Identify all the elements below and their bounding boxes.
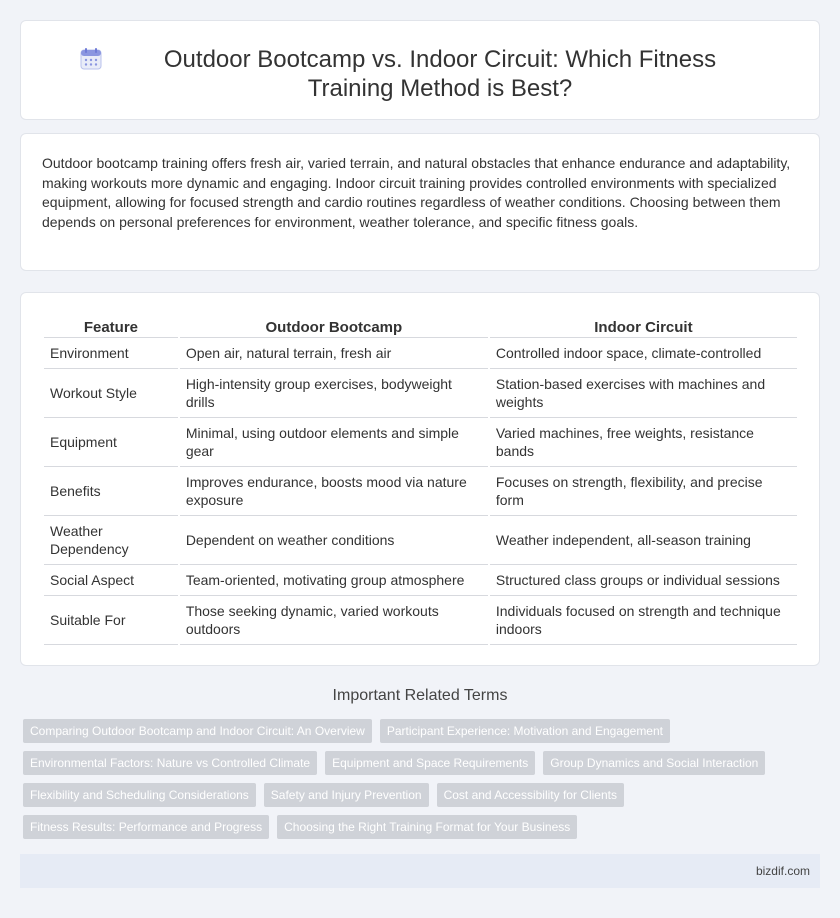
term-tag[interactable]: Comparing Outdoor Bootcamp and Indoor Circuit: An Overview [23,719,372,743]
terms-row [23,751,823,783]
feature-cell: Environment [44,338,178,369]
table-row [44,418,797,467]
term-tag[interactable]: Environmental Factors: Nature vs Controlled Climate [23,751,317,775]
outdoor-cell: Minimal, using outdoor elements and simple gear [180,418,488,467]
feature-cell: Suitable For [44,596,178,645]
terms-row [23,719,823,751]
outdoor-cell: Improves endurance, boosts mood via nature exposure [180,467,488,516]
column-header-indoor-circuit: Indoor Circuit [490,315,797,338]
outdoor-cell: Team-oriented, motivating group atmosphere [180,565,488,596]
comparison-table-card [20,292,820,666]
feature-cell: Weather Dependency [44,516,178,565]
footer [20,854,820,888]
term-tag[interactable]: Group Dynamics and Social Interaction [543,751,765,775]
outdoor-cell: Those seeking dynamic, varied workouts outdoors [180,596,488,645]
table-row [44,467,797,516]
indoor-cell: Weather independent, all-season training [490,516,797,565]
feature-cell: Benefits [44,467,178,516]
outdoor-cell: High-intensity group exercises, bodyweight drills [180,369,488,418]
table-row [44,369,797,418]
terms-row [23,783,823,815]
term-tag[interactable]: Flexibility and Scheduling Considerations [23,783,256,807]
term-tag[interactable]: Choosing the Right Training Format for Your Business [277,815,577,839]
column-header-outdoor-bootcamp: Outdoor Bootcamp [180,315,488,338]
feature-cell: Equipment [44,418,178,467]
term-tag[interactable]: Safety and Injury Prevention [264,783,429,807]
page-title: Outdoor Bootcamp vs. Indoor Circuit: Which Fitness Training Method is Best? [163,46,717,102]
term-tag[interactable]: Equipment and Space Requirements [325,751,535,775]
table-row [44,565,797,596]
outdoor-cell: Dependent on weather conditions [180,516,488,565]
table-row [44,596,797,645]
indoor-cell: Varied machines, free weights, resistance bands [490,418,797,467]
related-terms-list [23,719,823,847]
intro-paragraph: Outdoor bootcamp training offers fresh air, varied terrain, and natural obstacles that enhance endurance and adaptability, making workouts more dynamic and engaging. Indoor circuit training provides controlled environments with specialized equipment, allowing for focused strength and cardio routines regardless of weather conditions. Choosing between them depends on personal preferences for environment, weather tolerance, and specific fitness goals. [42,155,791,230]
table-row [44,338,797,369]
column-header-feature: Feature [44,315,178,338]
term-tag[interactable]: Fitness Results: Performance and Progress [23,815,269,839]
header-card [20,20,820,120]
footer-site-link[interactable]: bizdif.com [755,864,810,878]
comparison-table [42,315,799,645]
feature-cell: Workout Style [44,369,178,418]
indoor-cell: Controlled indoor space, climate-controlled [490,338,797,369]
table-header-row [44,315,797,338]
terms-row [23,815,823,847]
outdoor-cell: Open air, natural terrain, fresh air [180,338,488,369]
term-tag[interactable]: Participant Experience: Motivation and Engagement [380,719,670,743]
intro-card [20,133,820,271]
indoor-cell: Structured class groups or individual sessions [490,565,797,596]
indoor-cell: Individuals focused on strength and technique indoors [490,596,797,645]
feature-cell: Social Aspect [44,565,178,596]
table-row [44,516,797,565]
indoor-cell: Station-based exercises with machines and weights [490,369,797,418]
term-tag[interactable]: Cost and Accessibility for Clients [437,783,624,807]
indoor-cell: Focuses on strength, flexibility, and precise form [490,467,797,516]
related-terms-heading: Important Related Terms [332,687,508,704]
